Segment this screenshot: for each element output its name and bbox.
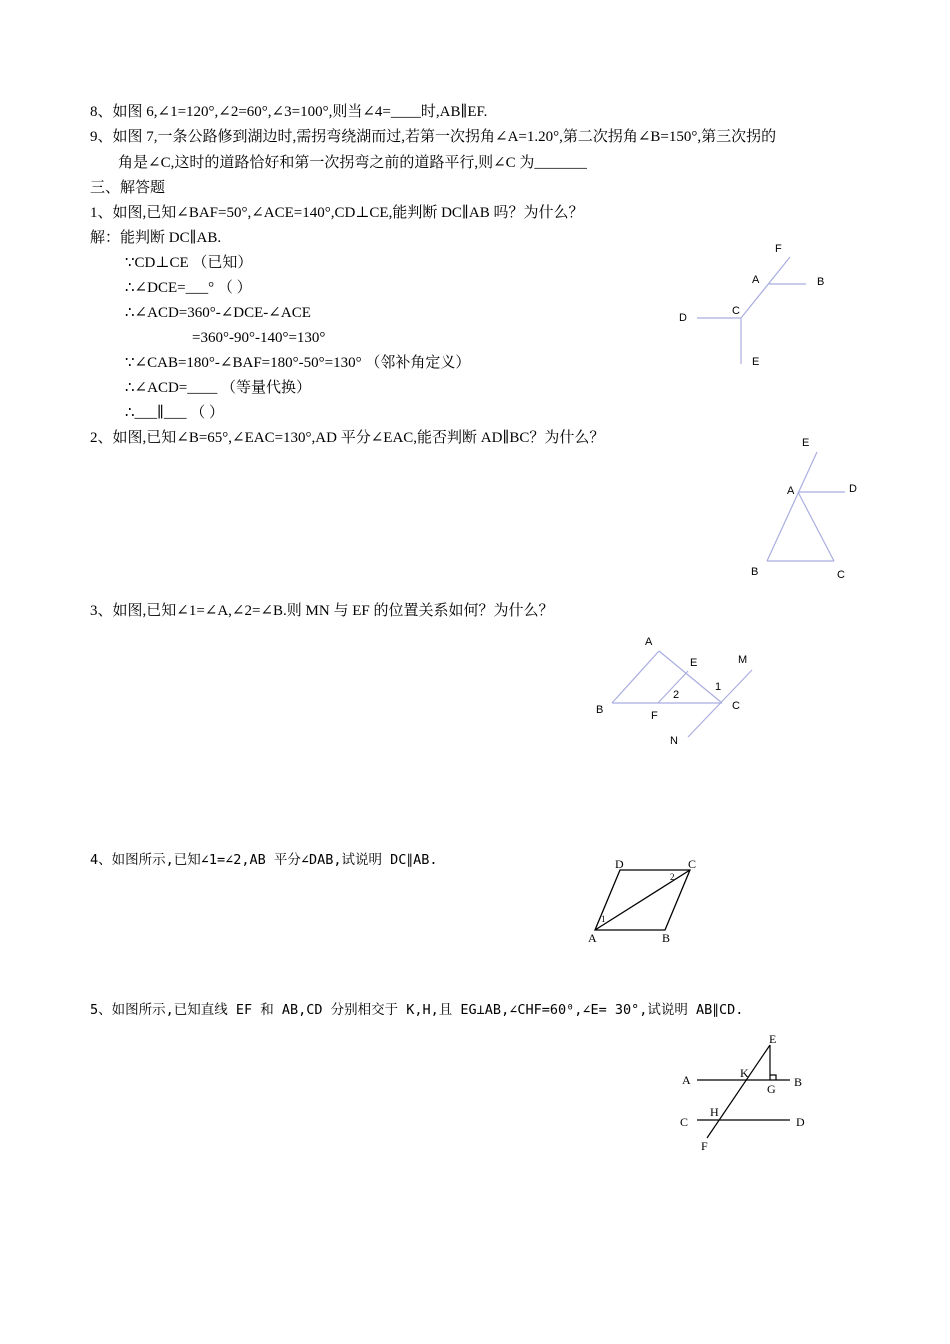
problem-4: 4、如图所示,已知∠1=∠2,AB 平分∠DAB,试说明 DC∥AB.	[90, 852, 438, 868]
section-heading: 三、解答题	[90, 180, 166, 196]
fig3-label-c: C	[732, 700, 740, 712]
fig5-label-d: D	[796, 1115, 805, 1129]
problem-1-step-1: ∵CD⊥CE （已知）	[125, 255, 253, 271]
fig2-label-a: A	[787, 485, 795, 497]
fig5-label-g: G	[767, 1082, 776, 1096]
fig5-right-angle-mark	[770, 1075, 776, 1080]
problem-3: 3、如图,已知∠1=∠A,∠2=∠B.则 MN 与 EF 的位置关系如何？为什么？	[90, 603, 554, 619]
fig4-label-2: 2	[670, 872, 675, 882]
problem-1: 1、如图,已知∠BAF=50°,∠ACE=140°,CD⊥CE,能判断 DC∥AB 吗？为什么？	[90, 205, 584, 221]
fig1-label-d: D	[679, 312, 687, 324]
fig3-label-n: N	[670, 735, 678, 747]
fig5-label-k: K	[740, 1066, 749, 1080]
fig1-label-a: A	[752, 274, 760, 286]
problem-1-step-4: =360°-90°-140°=130°	[192, 330, 326, 346]
fig2-label-e: E	[802, 437, 810, 449]
fig4-label-a: A	[588, 931, 597, 945]
fig3-label-1: 1	[715, 681, 722, 693]
fig1-label-c: C	[732, 305, 740, 317]
fig4-label-1: 1	[601, 914, 606, 924]
fig1-label-b: B	[817, 276, 825, 288]
fig5-line-ef	[707, 1045, 770, 1138]
fig5-label-a: A	[682, 1073, 691, 1087]
problem-2: 2、如图,已知∠B=65°,∠EAC=130°,AD 平分∠EAC,能否判断 AD∥BC？为什么？	[90, 430, 605, 446]
problem-5: 5、如图所示,已知直线 EF 和 AB,CD 分别相交于 K,H,且 EG⊥AB,∠CHF=60⁰,∠E= 30°,试说明 AB∥CD.	[90, 1002, 744, 1018]
problem-1-step-3: ∴∠ACD=360°-∠DCE-∠ACE	[125, 305, 311, 321]
problem-1-step-6: ∴∠ACD=____ （等量代换）	[125, 380, 311, 396]
question-8: 8、如图 6,∠1=120°,∠2=60°,∠3=100°,则当∠4=____时,AB∥EF.	[90, 104, 488, 120]
fig2-label-b: B	[751, 566, 759, 578]
question-9-line-1: 9、如图 7,一条公路修到湖边时,需拐弯绕湖而过,若第一次拐角∠A=1.20°,第二次拐角∠B=150°,第三次拐的	[90, 129, 777, 145]
problem-1-step-2: ∴∠DCE=___° （ ）	[125, 280, 252, 296]
fig2-label-d: D	[849, 483, 857, 495]
fig5-label-b: B	[794, 1075, 803, 1089]
fig4-label-b: B	[662, 931, 671, 945]
fig5-label-c: C	[680, 1115, 689, 1129]
fig1-label-e: E	[752, 356, 760, 368]
fig3-label-m: M	[738, 654, 748, 666]
fig3-label-a: A	[645, 636, 653, 648]
fig1-label-f: F	[775, 243, 782, 255]
problem-1-step-5: ∵∠CAB=180°-∠BAF=180°-50°=130° （邻补角定义）	[125, 355, 471, 371]
fig3-label-f: F	[651, 710, 658, 722]
fig5-label-f: F	[701, 1139, 708, 1153]
fig3-label-2: 2	[673, 689, 680, 701]
fig5-label-h: H	[710, 1105, 719, 1119]
problem-1-step-7: ∴___∥___ （ ）	[125, 405, 224, 421]
fig2-label-c: C	[837, 569, 845, 581]
fig4-label-d: D	[615, 857, 624, 871]
fig3-label-b: B	[596, 704, 604, 716]
question-9-line-2: 角是∠C,这时的道路恰好和第一次拐弯之前的道路平行,则∠C 为_______	[118, 155, 587, 171]
fig4-label-c: C	[688, 857, 697, 871]
problem-1-answer: 解：能判断 DC∥AB.	[90, 230, 222, 246]
fig5-label-e: E	[769, 1032, 777, 1046]
fig3-label-e: E	[690, 657, 698, 669]
